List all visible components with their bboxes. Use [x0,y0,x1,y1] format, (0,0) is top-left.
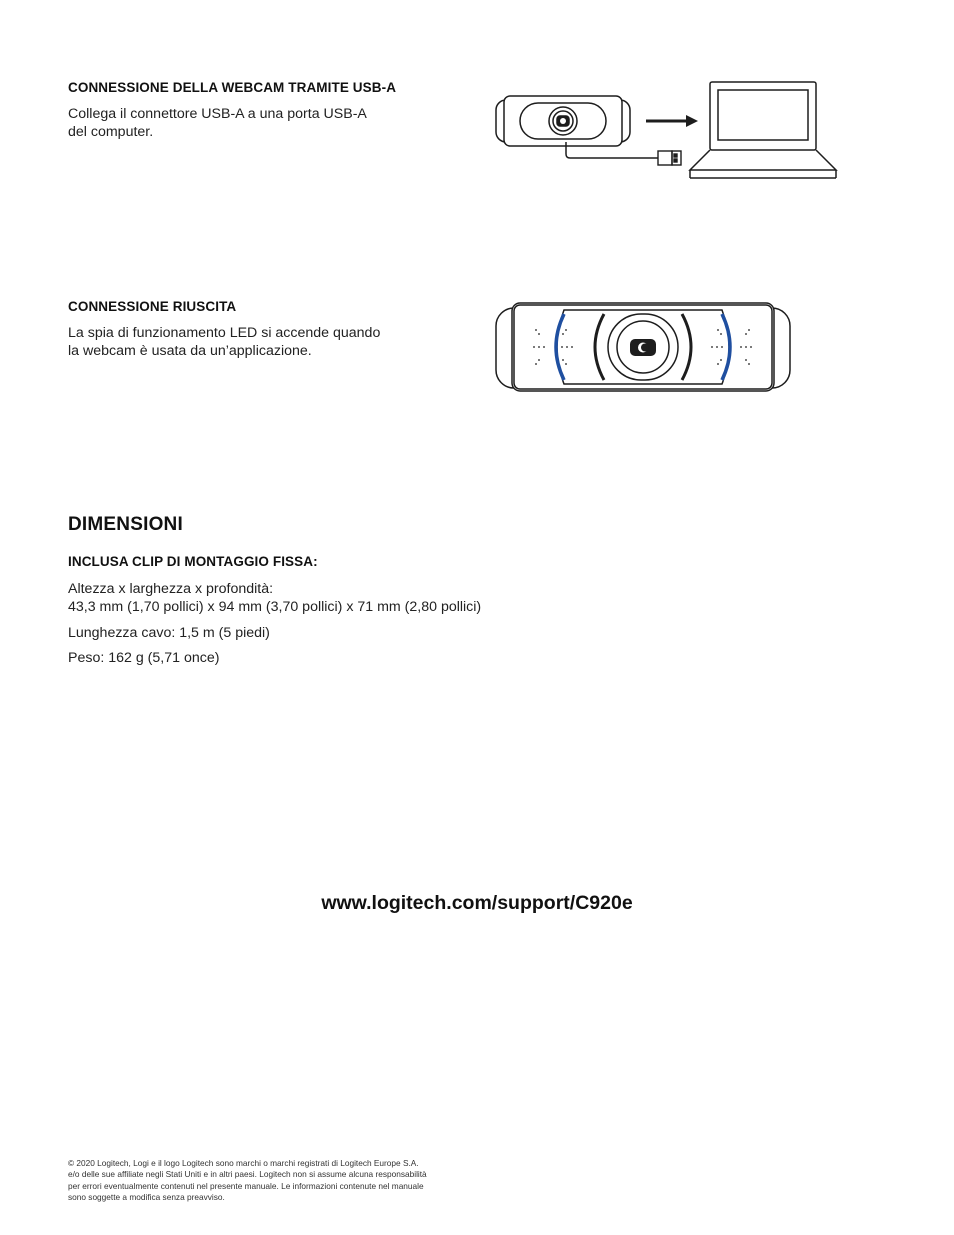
usb-connection-text-line-2: del computer. [68,124,154,140]
usb-connection-heading: CONNESSIONE DELLA WEBCAM TRAMITE USB-A [68,80,397,95]
lens-icon [630,339,656,356]
usb-connection-text-line-1: Collega il connettore USB-A a una porta USB-A [68,106,367,122]
footer-line-2: e/o delle sue affiliate negli Stati Uniti e in altri paesi. Logitech non si assume alcuna responsabilità [68,1169,427,1180]
dimensions-weight: Peso: 162 g (5,71 once) [68,650,220,666]
legal-footer [68,1158,427,1204]
dimensions-size-label: Altezza x larghezza x profondità: [68,581,274,597]
dimensions-cable-length: Lunghezza cavo: 1,5 m (5 piedi) [68,625,270,641]
footer-line-1: © 2020 Logitech, Logi e il logo Logitech sono marchi o marchi registrati di Logitech Europe S.A. [68,1158,419,1168]
connection-success-text-line-2: la webcam è usata da un’applicazione. [68,343,312,359]
laptop-icon [690,82,836,178]
usb-a-connector-icon [658,151,681,165]
dimensions-size-value: 43,3 mm (1,70 pollici) x 94 mm (3,70 pollici) x 71 mm (2,80 pollici) [68,599,482,615]
support-url[interactable]: www.logitech.com/support/C920e [321,892,633,914]
webcam-led-illustration [494,302,796,392]
connection-success-heading: CONNESSIONE RIUSCITA [68,299,237,314]
dimensions-title: DIMENSIONI [68,514,183,535]
webcam-icon [496,96,630,146]
dimensions-subheading: INCLUSA CLIP DI MONTAGGIO FISSA: [68,554,318,569]
arrow-right-icon [646,115,698,127]
footer-line-3: per errori eventualmente contenuti nel presente manuale. Le informazioni contenute nel manuale [68,1180,424,1191]
webcam-usb-illustration [480,70,860,190]
connection-success-text-line-1: La spia di funzionamento LED si accende quando [68,325,381,341]
footer-line-4: sono soggette a modifica senza preavviso. [68,1192,225,1203]
